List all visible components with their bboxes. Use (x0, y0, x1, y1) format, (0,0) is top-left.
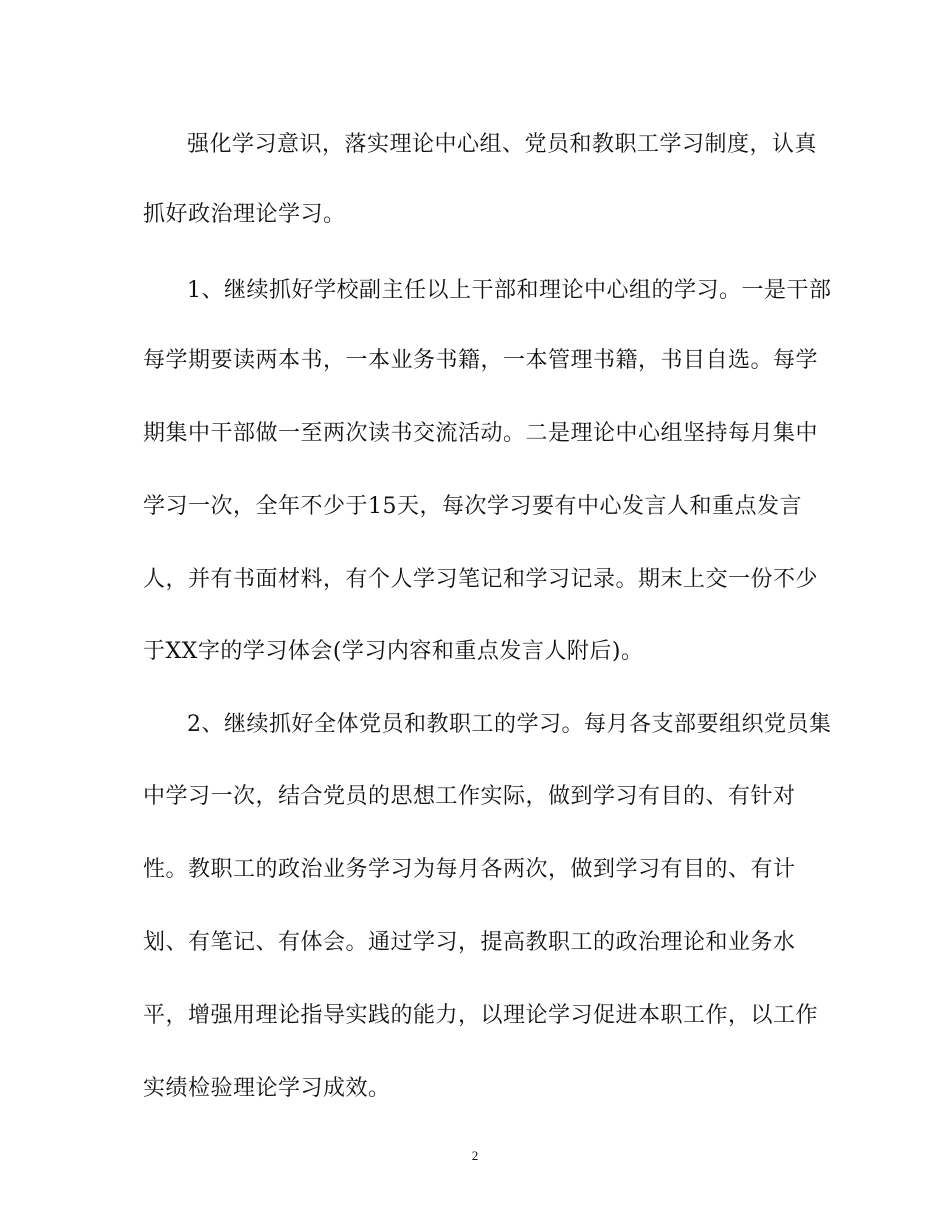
paragraph-2-line-2: 每学期要读两本书，一本业务书籍，一本管理书籍，书目自选。每学 (143, 348, 819, 373)
paragraph-2-line-4: 学习一次，全年不少于15天，每次学习要有中心发言人和重点发言 (143, 494, 802, 519)
paragraph-3-line-5: 平，增强用理论指导实践的能力，以理论学习促进本职工作，以工作 (143, 1003, 819, 1028)
paragraph-2-line-1: 1、继续抓好学校副主任以上干部和理论中心组的学习。一是干部 (187, 278, 832, 303)
paragraph-1-line-2: 抓好政治理论学习。 (143, 202, 346, 227)
paragraph-1-line-1: 强化学习意识，落实理论中心组、党员和教职工学习制度，认真 (187, 132, 818, 157)
paragraph-3-line-4: 划、有笔记、有体会。通过学习，提高教职工的政治理论和业务水 (143, 930, 796, 955)
paragraph-3-line-1: 2、继续抓好全体党员和教职工的学习。每月各支部要组织党员集 (187, 712, 832, 737)
paragraph-3-line-3: 性。教职工的政治业务学习为每月各两次，做到学习有目的、有计 (143, 857, 796, 882)
paragraph-3-line-6: 实绩检验理论学习成效。 (143, 1076, 391, 1101)
paragraph-2-line-3: 期集中干部做一至两次读书交流活动。二是理论中心组坚持每月集中 (143, 421, 819, 446)
paragraph-3-line-2: 中学习一次，结合党员的思想工作实际，做到学习有目的、有针对 (143, 784, 796, 809)
paragraph-2-line-5: 人，并有书面材料，有个人学习笔记和学习记录。期末上交一份不少 (143, 567, 819, 592)
page-number: 2 (471, 1148, 479, 1163)
paragraph-2-line-6: 于XX字的学习体会(学习内容和重点发言人附后)。 (143, 639, 644, 664)
